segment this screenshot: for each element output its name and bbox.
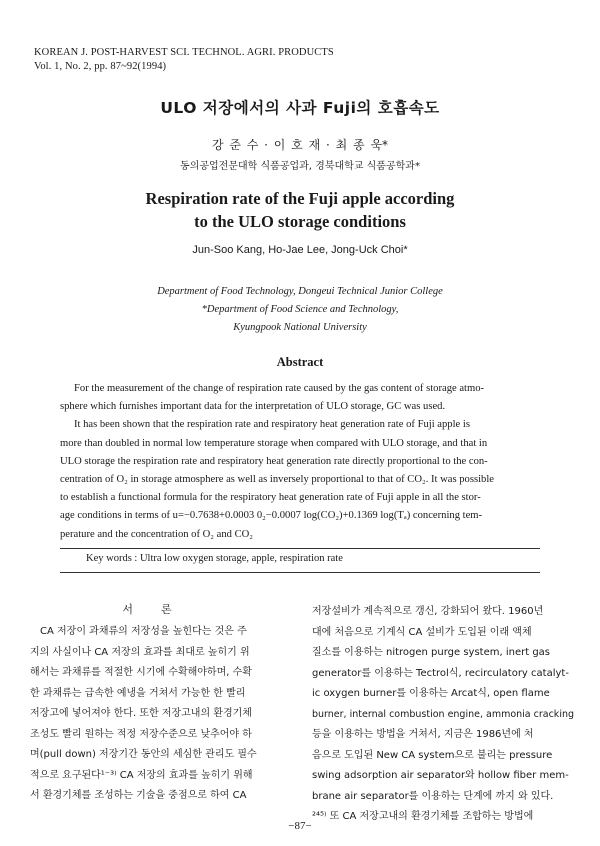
- body-line: 대에 처음으로 기계식 CA 설비가 도입된 이래 액체: [312, 626, 532, 638]
- body-line: ²⁴⁵⁾ 또 CA 저장고내의 환경기체를 조합하는 방법에: [312, 811, 534, 822]
- abstract-line: to establish a functional formula for the respiratory heat generation rate of Fuji apple in all the stor-: [60, 492, 481, 504]
- abstract-line: more than doubled in normal low temperature storage when compared with ULO storage, and that in: [60, 437, 488, 449]
- body-line: brane air separator를 이용하는 단계에 까지 와 있다.: [312, 790, 554, 802]
- abstract-heading: Abstract: [276, 355, 324, 369]
- korean-affiliation: 동의공업전문대학 식품공업과, 경북대학교 식품공학과*: [180, 161, 420, 172]
- body-line: 등을 이용하는 방법을 거쳐서, 지금은 1986년에 처: [312, 729, 534, 740]
- body-line: 저장설비가 계속적으로 갱신, 강화되어 왔다. 1960년: [312, 606, 544, 617]
- english-title-line-2: to the ULO storage conditions: [194, 212, 406, 231]
- body-line: swing adsorption air separator와 hollow fiber mem-: [312, 770, 569, 781]
- body-line: 해서는 과채류를 적절한 시기에 수확해야하며, 수확: [30, 667, 252, 678]
- section-heading-introduction: 서론: [122, 603, 200, 616]
- body-line: ic oxygen burner를 이용하는 Arcat식, open flame: [312, 688, 550, 699]
- journal-header: [34, 46, 334, 74]
- body-line: 저장고에 넣어져야 한다. 또한 저장고내의 환경기체: [30, 708, 252, 719]
- english-authors: Jun-Soo Kang, Ho-Jae Lee, Jong-Uck Choi*: [192, 244, 408, 256]
- english-title: [0, 187, 600, 233]
- abstract-line: For the measurement of the change of respiration rate caused by the gas content of storage atmo-: [74, 383, 485, 394]
- body-line: 한 과채류는 급속한 예냉을 거쳐서 가능한 한 빨리: [30, 687, 246, 699]
- journal-volume-info: Vol. 1, No. 2, pp. 87~92(1994): [34, 61, 167, 72]
- department-line: Department of Food Technology, Dongeui Technical Junior College: [157, 286, 443, 297]
- body-line: CA 저장이 과채류의 저장성을 높힌다는 것은 주: [40, 626, 247, 637]
- abstract-body: [60, 380, 542, 544]
- body-line: 적으로 요구된다¹⁻³⁾ CA 저장의 효과를 높히기 위해: [30, 769, 253, 781]
- journal-name: KOREAN J. POST-HARVEST SCI. TECHNOL. AGRI. PRODUCTS: [34, 47, 334, 58]
- english-title-line-1: Respiration rate of the Fuji apple according: [145, 189, 455, 208]
- body-line: 지의 사실이나 CA 저장의 효과를 최대로 높히기 위: [30, 646, 250, 658]
- abstract-line: age conditions in terms of u=−0.7638+0.0003 0₂−0.0007 log(CO₂)+0.1369 log(Tₐ) concerning tem-: [60, 510, 483, 522]
- page-number: −87−: [288, 820, 312, 832]
- body-line: 서 환경기체를 조성하는 기술을 중점으로 하여 CA: [30, 790, 247, 801]
- abstract-line: perature and the concentration of O₂ and CO₂: [60, 528, 253, 540]
- keywords: Key words : Ultra low oxygen storage, apple, respiration rate: [86, 553, 343, 564]
- korean-title: ULO 저장에서의 사과 Fuji의 호흡속도: [160, 99, 440, 117]
- body-line: generator를 이용하는 Tectrol식, recirculatory catalyt-: [312, 667, 569, 679]
- department-line: *Department of Food Science and Technology,: [201, 304, 399, 315]
- department-line: Kyungpook National University: [233, 322, 367, 333]
- body-line: 조성도 빨리 원하는 적정 저장수준으로 낮추어야 하: [30, 728, 252, 740]
- keywords-top-rule: [60, 548, 540, 549]
- departments: [0, 283, 600, 337]
- abstract-line: sphere which furnishes important data for the interpretation of ULO storage, GC was used.: [60, 401, 446, 413]
- keywords-bottom-rule: [60, 572, 540, 573]
- body-line: 며(pull down) 저장기간 동안의 세심한 관리도 필수: [30, 749, 257, 760]
- abstract-line: ULO storage the respiration rate and respiratory heat generation rate directly proportional to the con-: [60, 455, 488, 467]
- body-line: burner, internal combustion engine, ammonia cracking: [312, 708, 575, 720]
- body-line: 음으로 도입된 New CA system으로 불리는 pressure: [312, 749, 553, 761]
- abstract-line: It has been shown that the respiration rate and respiratory heat generation rate of Fuji apple is: [74, 419, 470, 431]
- body-line: 질소를 이용하는 nitrogen purge system, inert gas: [312, 647, 551, 658]
- abstract-line: centration of O₂ in storage atmosphere as well as inversely proportional to that of CO₂. It was possible: [60, 474, 494, 486]
- body-right-column: [312, 602, 574, 828]
- korean-authors: 강 준 수 · 이 호 재 · 최 종 욱*: [211, 138, 389, 152]
- body-left-column: [30, 622, 292, 807]
